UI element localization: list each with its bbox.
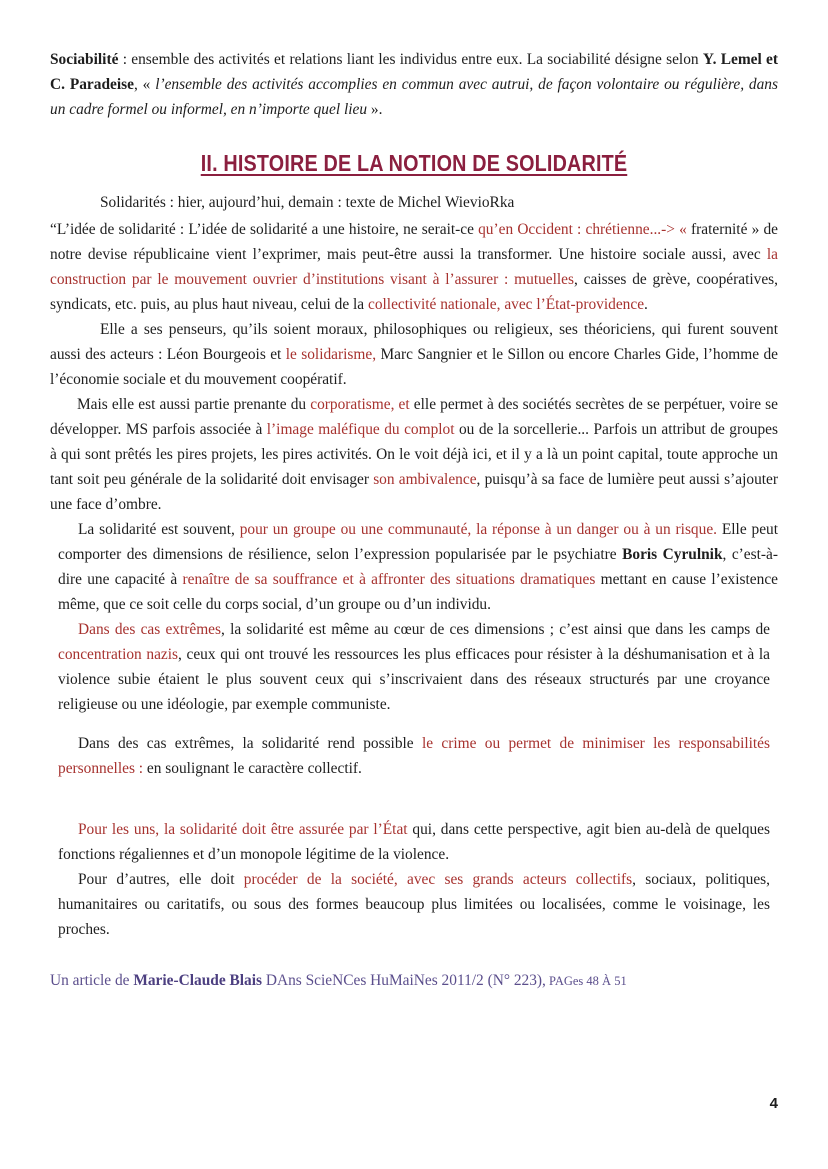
highlight-solidarisme: le solidarisme, <box>285 346 377 363</box>
paragraph-etat: Pour les uns, la solidarité doit être assurée par l’État qui, dans cette perspective, agit bien au-delà de quelques fonctions régaliennes et d’un monopole légitime de la violence. <box>58 821 770 863</box>
paragraph-resilience: La solidarité est souvent, pour un groupe ou une communauté, la réponse à un danger ou à un risque. Elle peut comporter des dimensions de résilience, selon l’expression popularisée par le psychiatre Boris Cyrulnik, c’est-à-dire une capacité à renaître de sa souffrance et à affronter des situations dramatiques mettant en cause l’existence même, que ce soit celle du corps social, d’un groupe ou d’un individu. <box>58 521 778 613</box>
paragraph-societe: Pour d’autres, elle doit procéder de la société, avec ses grands acteurs collectifs, sociaux, politiques, humanitaires ou caritatifs, ou sous des formes beaucoup plus limitées ou localisées, comme le voisinage, les proches. <box>58 871 770 938</box>
highlight-etat-providence: collectivité nationale, avec l’État-providence <box>368 296 645 313</box>
highlight-mouvement-ouvrier: la construction par le mouvement ouvrier d’institutions visant à l’assurer : mutuelles <box>50 246 778 288</box>
subtitle: Solidarités : hier, aujourd’hui, demain : texte de Michel WievioRka <box>100 194 515 211</box>
section-title: II. HISTOIRE DE LA NOTION DE SOLIDARITÉ <box>200 150 628 176</box>
author-cyrulnik: Boris Cyrulnik <box>622 546 723 563</box>
article-credit: Un article de Marie-Claude Blais DAns ScieNCes HuMaiNes 2011/2 (N° 223), PAGes 48 À 51 <box>50 972 627 989</box>
paragraph-penseurs: Elle a ses penseurs, qu’ils soient moraux, philosophiques ou religieux, ses théoriciens, qui furent souvent aussi des acteurs : Léon Bourgeois et le solidarisme, Marc Sangnier et le Sillon ou encore Charles Gide, l’homme de l’économie sociale et du mouvement coopératif. <box>50 321 778 388</box>
page-number: 4 <box>769 1095 778 1112</box>
credit-author: Marie-Claude Blais <box>133 972 262 989</box>
paragraph-camps: Dans des cas extrêmes, la solidarité est même au cœur de ces dimensions ; c’est ainsi que dans les camps de concentration nazis, ceux qui ont trouvé les ressources les plus efficaces pour résister à la déshumanisation et à la violence subie étaient le plus souvent ceux qui s’inscrivaient dans des réseaux structurés par une croyance religieuse ou une idéologie, par exemple communiste. <box>58 621 770 713</box>
highlight-cas-extremes: Dans des cas extrêmes <box>78 621 222 638</box>
author-lemel-paradeise: Y. Lemel et C. Paradeise <box>50 51 778 93</box>
highlight-societe: procéder de la société, avec ses grands acteurs collectifs <box>243 871 633 888</box>
paragraph-corporatisme: Mais elle est aussi partie prenante du corporatisme, et elle permet à des sociétés secrètes de se perpétuer, voire se développer. MS parfois associée à l’image maléfique du complot ou de la sorcellerie... Parfois un attribut de groupes à qui sont prêtés les pires projets, les pires activités. On le voit déjà ici, et il y a là un point capital, toute approche un tant soit peu générale de la solidarité doit envisager son ambivalence, puisqu’à sa face de lumière peut aussi s’ajouter une face d’ombre. <box>50 396 778 513</box>
highlight-renaitre: renaître de sa souffrance et à affronter des situations dramatiques <box>182 571 596 588</box>
highlight-crime: le crime ou permet de minimiser les responsabilités personnelles : <box>58 735 771 777</box>
paragraph-history: “L’idée de solidarité : L’idée de solidarité a une histoire, ne serait-ce qu’en Occident : chrétienne...-> « fraternité » de notre devise républicaine vient l’exprimer, mais peut-être aussi la transformer. Une histoire sociale aussi, avec la construction par le mouvement ouvrier d’institutions visant à l’assurer : mutuelles, caisses de grève, coopératives, syndicats, etc. puis, au plus haut niveau, celui de la collectivité nationale, avec l’État-providence. <box>50 221 779 313</box>
credit-issue: 2011/2 (N° 223), <box>437 972 546 989</box>
definition-quote: l’ensemble des activités accomplies en commun avec autrui, de façon volontaire ou régulière, dans un cadre formel ou informel, en n’importe quel lieu <box>50 76 778 118</box>
highlight-concentration: concentration nazis <box>58 646 179 663</box>
highlight-occident: qu’en Occident : chrétienne...-> « <box>478 221 687 238</box>
highlight-etat: Pour les uns, la solidarité doit être assurée par l’État <box>78 821 408 838</box>
highlight-complot: l’image maléfique du complot <box>266 421 455 438</box>
highlight-corporatisme: corporatisme, et <box>310 396 410 413</box>
highlight-danger-risque: pour un groupe ou une communauté, la réponse à un danger ou à un risque. <box>239 521 718 538</box>
term-sociabilite: Sociabilité <box>50 51 119 68</box>
credit-journal: DAns ScieNCes HuMaiNes <box>262 972 438 989</box>
definition-paragraph: Sociabilité : ensemble des activités et relations liant les individus entre eux. La sociabilité désigne selon Y. Lemel et C. Paradeise, « l’ensemble des activités accomplies en commun avec autrui, de façon volontaire ou régulière, dans un cadre formel ou informel, en n’importe quel lieu ». <box>50 51 778 118</box>
paragraph-crime: Dans des cas extrêmes, la solidarité rend possible le crime ou permet de minimiser les responsabilités personnelles : en soulignant le caractère collectif. <box>58 735 771 777</box>
highlight-ambivalence: son ambivalence <box>373 471 477 488</box>
credit-pages: PAGes 48 À 51 <box>545 974 627 988</box>
